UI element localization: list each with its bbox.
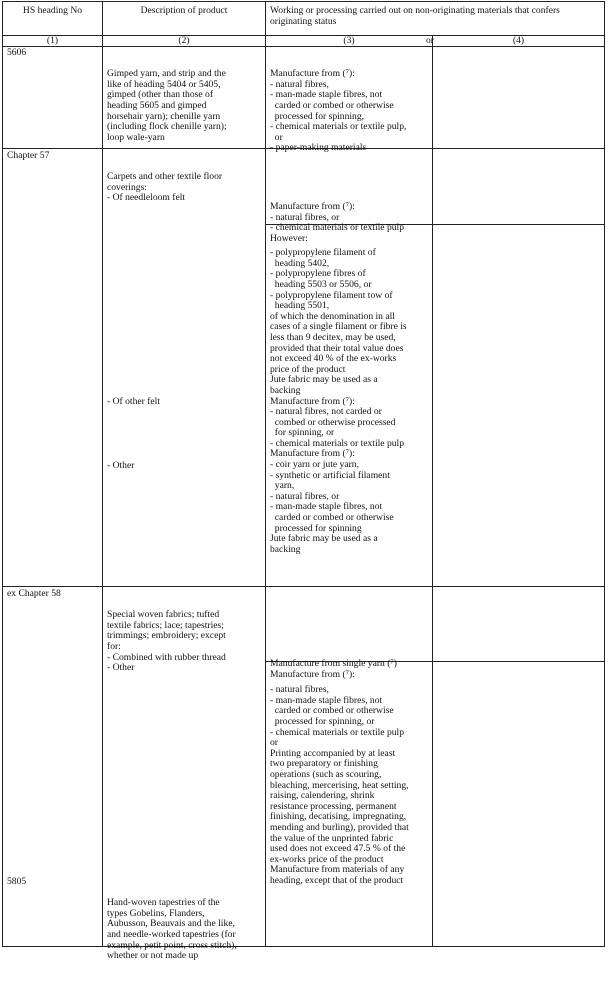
code-ex-chapter-58: ex Chapter 58 xyxy=(7,588,61,599)
desc-5805: Hand-woven tapestries of the types Gobelins, Flanders, Aubusson, Beauvais and the like, and needle-worked tapestries (for example, petit point, cross stitch), whether or not made up xyxy=(107,897,237,962)
desc-ex-chapter-58: Special woven fabrics; tufted textile fabrics; lace; tapestries; trimmings; embroidery; except for: - Combined with rubber thread - Other xyxy=(107,609,226,674)
header-working: Working or processing carried out on non-originating materials that confers originating status xyxy=(270,5,560,27)
header-description: Description of product xyxy=(140,5,228,16)
document-page xyxy=(2,1,605,962)
col-number-3: (3) xyxy=(343,35,355,46)
col-number-2: (2) xyxy=(178,35,190,46)
col3-ex-chapter-58-continued: - natural fibres, - man-made staple fibres, not carded or combed or otherwise processed for spinning, or - chemical materials or textile pulp or Printing accompanied by at least two preparatory or finishing operations (such as scouring, bleaching, mercerising, heat setting, raising, calendering, shrink resistance processing, permanent finishing, decatising, impregnating, mending and burling), provided that the value of the unprinted fabric used does not exceed 47.5 % of the ex-works price of the product Manufacture from materials of any heading, except that of the product xyxy=(270,684,409,886)
col3-chapter-57: Manufacture from (⁷): - natural fibres, or - chemical materials or textile pulp However: xyxy=(270,201,404,244)
column-divider-3 xyxy=(432,35,433,947)
table-border-bottom xyxy=(2,946,605,947)
table-border-left xyxy=(2,1,3,947)
col-or-label: or xyxy=(426,35,434,46)
col3-chapter-57-continued: - polypropylene filament of heading 5402, - polypropylene fibres of heading 5503 or 5506, or - polypropylene filament tow of heading 5501, of which the denomination in all cases of a single filament or fibre is less than 9 decitex, may be used, provided that their total value does not exceed 40 % of the ex-works price of the product Jute fabric may be used as a backing Manufacture from (⁷): - natural fibres, not carded or combed or otherwise processed for spinning, or - chemical materials or textile pulp Manufacture from (⁷): - coir yarn or jute yarn, - synthetic or artificial filament yarn, - natural fibres, or - man-made staple fibres, not carded or combed or otherwise processed for spinning Jute fabric may be used as a backing xyxy=(270,247,407,555)
desc-chapter-57: Carpets and other textile floor coverings: - Of needleloom felt xyxy=(107,171,223,204)
code-chapter-57: Chapter 57 xyxy=(7,150,50,161)
desc-other-felt: - Of other felt xyxy=(107,396,161,407)
desc-other: - Other xyxy=(107,460,135,471)
col-number-1: (1) xyxy=(46,35,59,46)
code-5805: 5805 xyxy=(7,876,27,887)
header-hs-heading: HS heading No xyxy=(22,5,83,16)
col3-5606: Manufacture from (⁷): - natural fibres, - man-made staple fibres, not carded or combed or otherwise processed for spinning, - chemical materials or textile pulp, or - paper-making materials xyxy=(270,68,407,154)
column-divider-1 xyxy=(102,1,103,947)
row-rule-ch58 xyxy=(2,586,605,587)
desc-5606: Gimped yarn, and strip and the like of heading 5404 or 5405, gimped (other than those of heading 5605 and gimped horsehair yarn); chenille yarn (including flock chenille yarn); loop wale-yarn xyxy=(107,68,227,143)
table-border-top xyxy=(2,1,605,2)
col-number-4: (4) xyxy=(512,35,525,46)
code-5606: 5606 xyxy=(7,47,27,58)
table-border-right xyxy=(604,1,605,947)
column-divider-2 xyxy=(265,1,266,947)
col3-ex-chapter-58: Manufacture from single yarn (⁷) Manufacture from (⁷): xyxy=(270,658,397,680)
